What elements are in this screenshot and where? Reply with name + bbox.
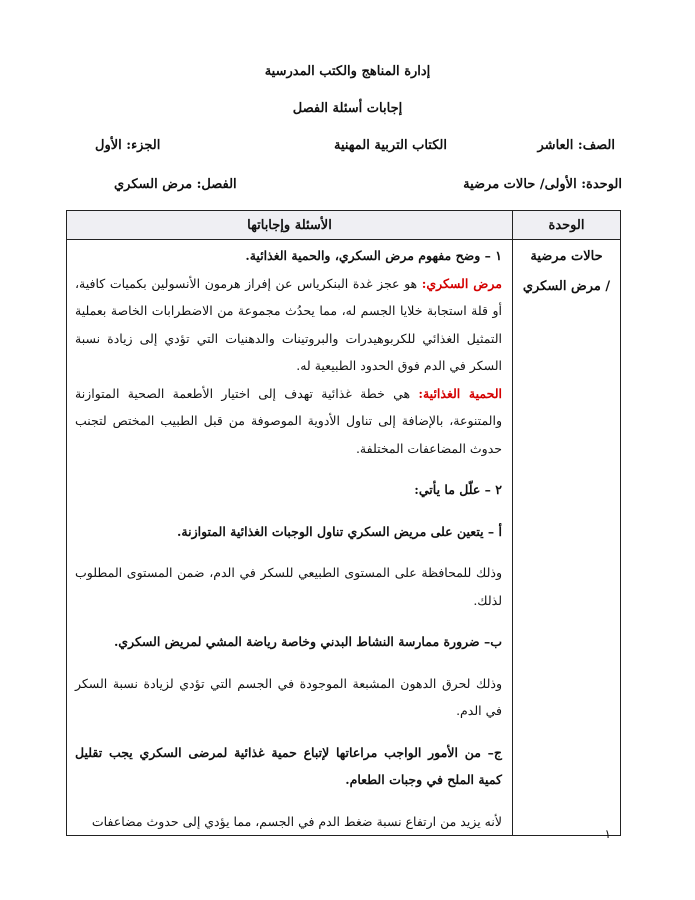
answers-cell — [67, 240, 513, 836]
question-2a: أ – يتعين على مريض السكري تناول الوجبات الغذائية المتوازنة. — [177, 523, 502, 539]
meta-row-grade — [70, 138, 615, 156]
table-header-row — [67, 211, 621, 240]
unit-name-line1: حالات مرضية — [530, 249, 603, 264]
answer-2a: وذلك للمحافظة على المستوى الطبيعي للسكر في الدم، ضمن المستوى المطلوب لذلك. — [75, 565, 502, 608]
page-number: ١ — [604, 827, 611, 841]
term-diabetes: مرض السكري: — [421, 275, 502, 291]
answer-diabetes-definition — [75, 270, 502, 380]
column-header-questions: الأسئلة وإجاباتها — [67, 211, 513, 240]
unit-cell — [513, 240, 621, 836]
question-2c: ج– من الأمور الواجب مراعاتها لإتباع حمية غذائية لمرضى السكري يجب تقليل كمية الملح في وجبات الطعام. — [75, 744, 502, 787]
department-title: إدارة المناهج والكتب المدرسية — [264, 64, 431, 79]
book-label: الكتاب التربية المهنية — [333, 138, 447, 153]
answer-2c: لأنه يزيد من ارتفاع نسبة ضغط الدم في الجسم، مما يؤدي إلى حدوث مضاعفات — [91, 813, 502, 829]
term-diet: الحمية الغذائية: — [418, 385, 502, 401]
meta-row-unit — [70, 177, 622, 195]
column-header-unit: الوحدة — [513, 211, 621, 240]
grade-label: الصف: العاشر — [537, 138, 615, 153]
qa-table — [66, 210, 621, 836]
answer-2b: وذلك لحرق الدهون المشبعة الموجودة في الجسم التي تؤدي لزيادة نسبة السكر في الدم. — [75, 675, 502, 718]
question-2b: ب– ضرورة ممارسة النشاط البدني وخاصة رياضة المشي لمريض السكري. — [113, 634, 502, 649]
part-label: الجزء: الأول — [95, 138, 161, 153]
answer-diet-definition — [75, 380, 502, 463]
chapter-label: الفصل: مرض السكري — [114, 177, 237, 192]
diabetes-definition-text: هو عجز غدة البنكرياس عن إفراز هرمون الأنسولين بكميات كافية، أو قلة استجابة خلايا الجسم له، مما يحدُث مجموعة من الاضطرابات الخاصة بعملية التمثيل الغذائي للكربوهيدرات والبروتينات والدهنيات التي تؤدي إلى زيادة نسبة السكر في الدم فوق الحدود الطبيعية له. — [75, 275, 502, 373]
diet-definition-text: هي خطة غذائية تهدف إلى اختيار الأطعمة الصحية المتوازنة والمتنوعة، بالإضافة إلى تناول الأدوية الموصوفة من قبل الطبيب المختص لتجنب حدوث المضاعفات المختلفة. — [75, 385, 502, 456]
document-title: إجابات أسئلة الفصل — [292, 101, 403, 116]
unit-label: الوحدة: الأولى/ حالات مرضية — [463, 177, 622, 192]
table-row — [67, 240, 621, 836]
question-1: ١ – وضح مفهوم مرض السكري، والحمية الغذائية. — [245, 248, 502, 263]
question-2: ٢ – علّل ما يأتي: — [414, 482, 502, 497]
unit-name-line2: / مرض السكري — [522, 279, 611, 294]
